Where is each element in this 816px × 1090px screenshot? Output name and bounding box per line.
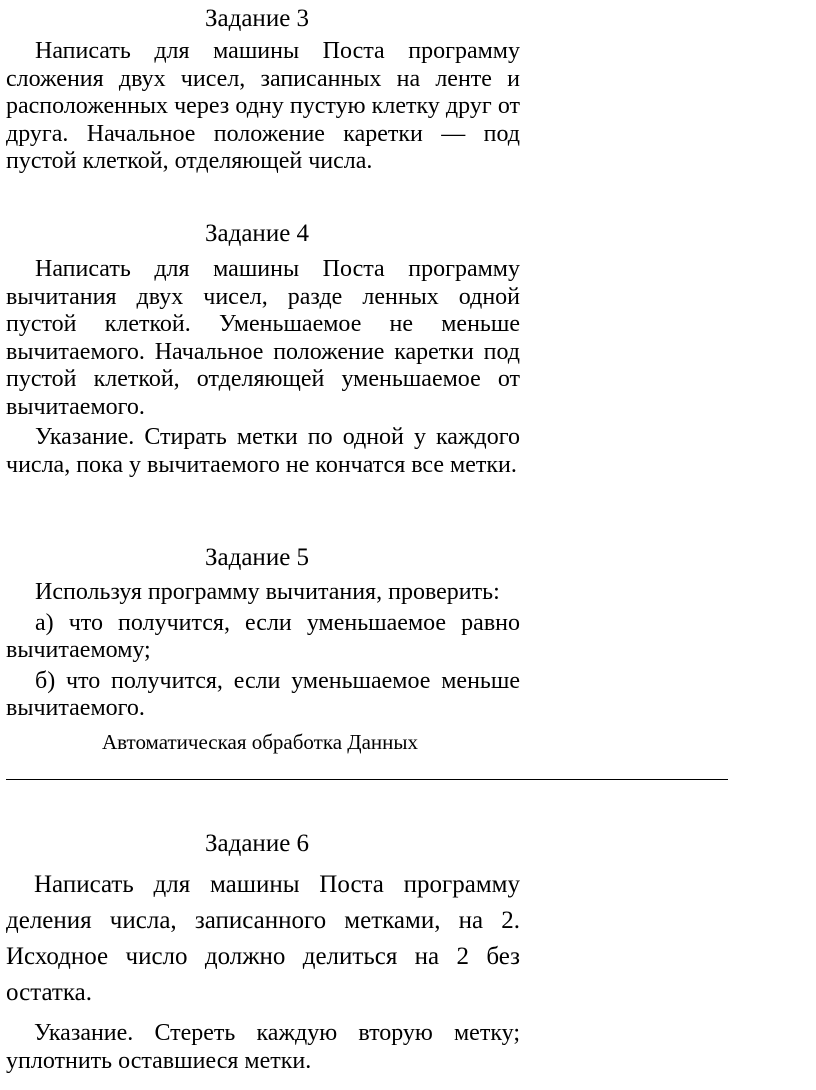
task3-title: Задание 3 — [205, 5, 310, 32]
footer-caption: Автоматическая обработка Данных — [102, 730, 419, 754]
task4-text: Написать для машины Поста программу вычитания двух чисел, разде ленных одной пустой клеткой. Уменьшаемое не меньше вычитаемого. Начальное положение каретки под пустой клеткой, отделяющей уменьшаемое от вычитаемого. — [6, 256, 520, 420]
task3-text: Написать для машины Поста программу сложения двух чисел, записанных на ленте и расположенных через одну пустую клетку друг от друга. Начальное положение каретки — под пустой клеткой, отделяющей числа. — [6, 38, 520, 174]
task4-title: Задание 4 — [205, 220, 310, 247]
task6-hint: Указание. Стереть каждую вторую метку; уплотнить оставшиеся метки. — [6, 1020, 520, 1074]
task4-body — [6, 256, 520, 479]
task5-item-a: а) что получится, если уменьшаемое равно вычитаемому; — [6, 609, 520, 663]
task5-body — [6, 579, 520, 723]
task3-body — [6, 38, 520, 176]
task6-body — [6, 867, 520, 1075]
task6-title: Задание 6 — [205, 830, 310, 857]
footer-divider — [6, 779, 728, 780]
task5-item-b: б) что получится, если уменьшаемое меньше вычитаемого. — [6, 667, 520, 721]
task6-text: Написать для машины Поста программу деления числа, записанного метками, на 2. Исходное число должно делиться на 2 без остатка. — [6, 871, 520, 1006]
task5-intro: Используя программу вычитания, проверить: — [35, 579, 500, 605]
task4-hint: Указание. Стирать метки по одной у каждого числа, пока у вычитаемого не кончатся все метки. — [6, 424, 520, 478]
task5-title: Задание 5 — [205, 544, 310, 571]
